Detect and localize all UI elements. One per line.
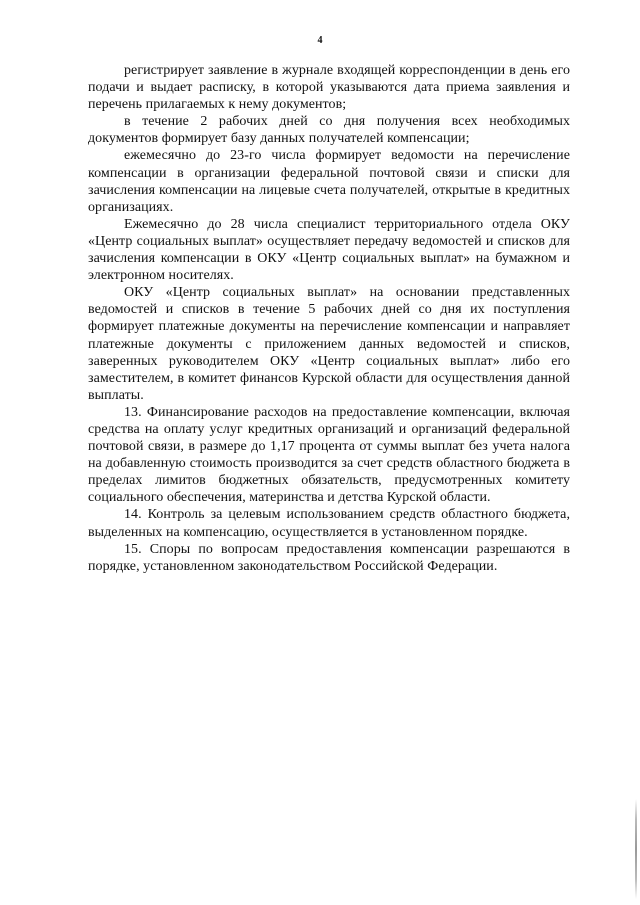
page-number: 4 bbox=[317, 35, 323, 46]
paragraph-item-13-financing: 13. Финансирование расходов на предоставление компенсации, включая средства на оплату услуг кредитных организаций и организаций федеральной почтовой связи, в размере до 1,17 процента от суммы выплат без учета налога на добавленную стоимость производится за счет средств областного бюджета в пределах лимитов бюджетных обязательств, предусмотренных комитету социального обеспечения, материнства и детства Курской области. bbox=[88, 404, 570, 506]
paragraph-statements: ежемесячно до 23-го числа формирует ведомости на перечисление компенсации в организации федеральной почтовой связи и списки для зачисления компенсации на лицевые счета получателей, открытые в кредитных организациях. bbox=[88, 148, 570, 215]
paragraph-item-15-disputes: 15. Споры по вопросам предоставления компенсации разрешаются в порядке, установленном законодательством Российской Федерации. bbox=[88, 541, 570, 574]
paragraph-monthly-transfer: Ежемесячно до 28 числа специалист территориального отдела ОКУ «Центр социальных выплат» осуществляет передачу ведомостей и списков для зачисления компенсации в ОКУ «Центр социальных выплат» на бумажном и электронном носителях. bbox=[88, 216, 570, 284]
paragraph-database: в течение 2 рабочих дней со дня получения всех необходимых документов формирует базу данных получателей компенсации; bbox=[88, 114, 570, 147]
document-body bbox=[88, 62, 570, 575]
scan-edge-mark bbox=[635, 799, 637, 899]
paragraph-item-14-control: 14. Контроль за целевым использованием средств областного бюджета, выделенных на компенсацию, осуществляется в установленном порядке. bbox=[88, 507, 570, 540]
paragraph-registration: регистрирует заявление в журнале входящей корреспонденции в день его подачи и выдает расписку, в которой указываются дата приема заявления и перечень прилагаемых к нему документов; bbox=[88, 63, 570, 113]
paragraph-payment-documents: ОКУ «Центр социальных выплат» на основании представленных ведомостей и списков в течение 5 рабочих дней со дня их поступления формирует платежные документы на перечисление компенсации и направляет платежные документы с приложением данных ведомостей и списков, заверенных руководителем ОКУ «Центр социальных выплат» либо его заместителем, в комитет финансов Курской области для осуществления данной выплаты. bbox=[88, 285, 570, 403]
